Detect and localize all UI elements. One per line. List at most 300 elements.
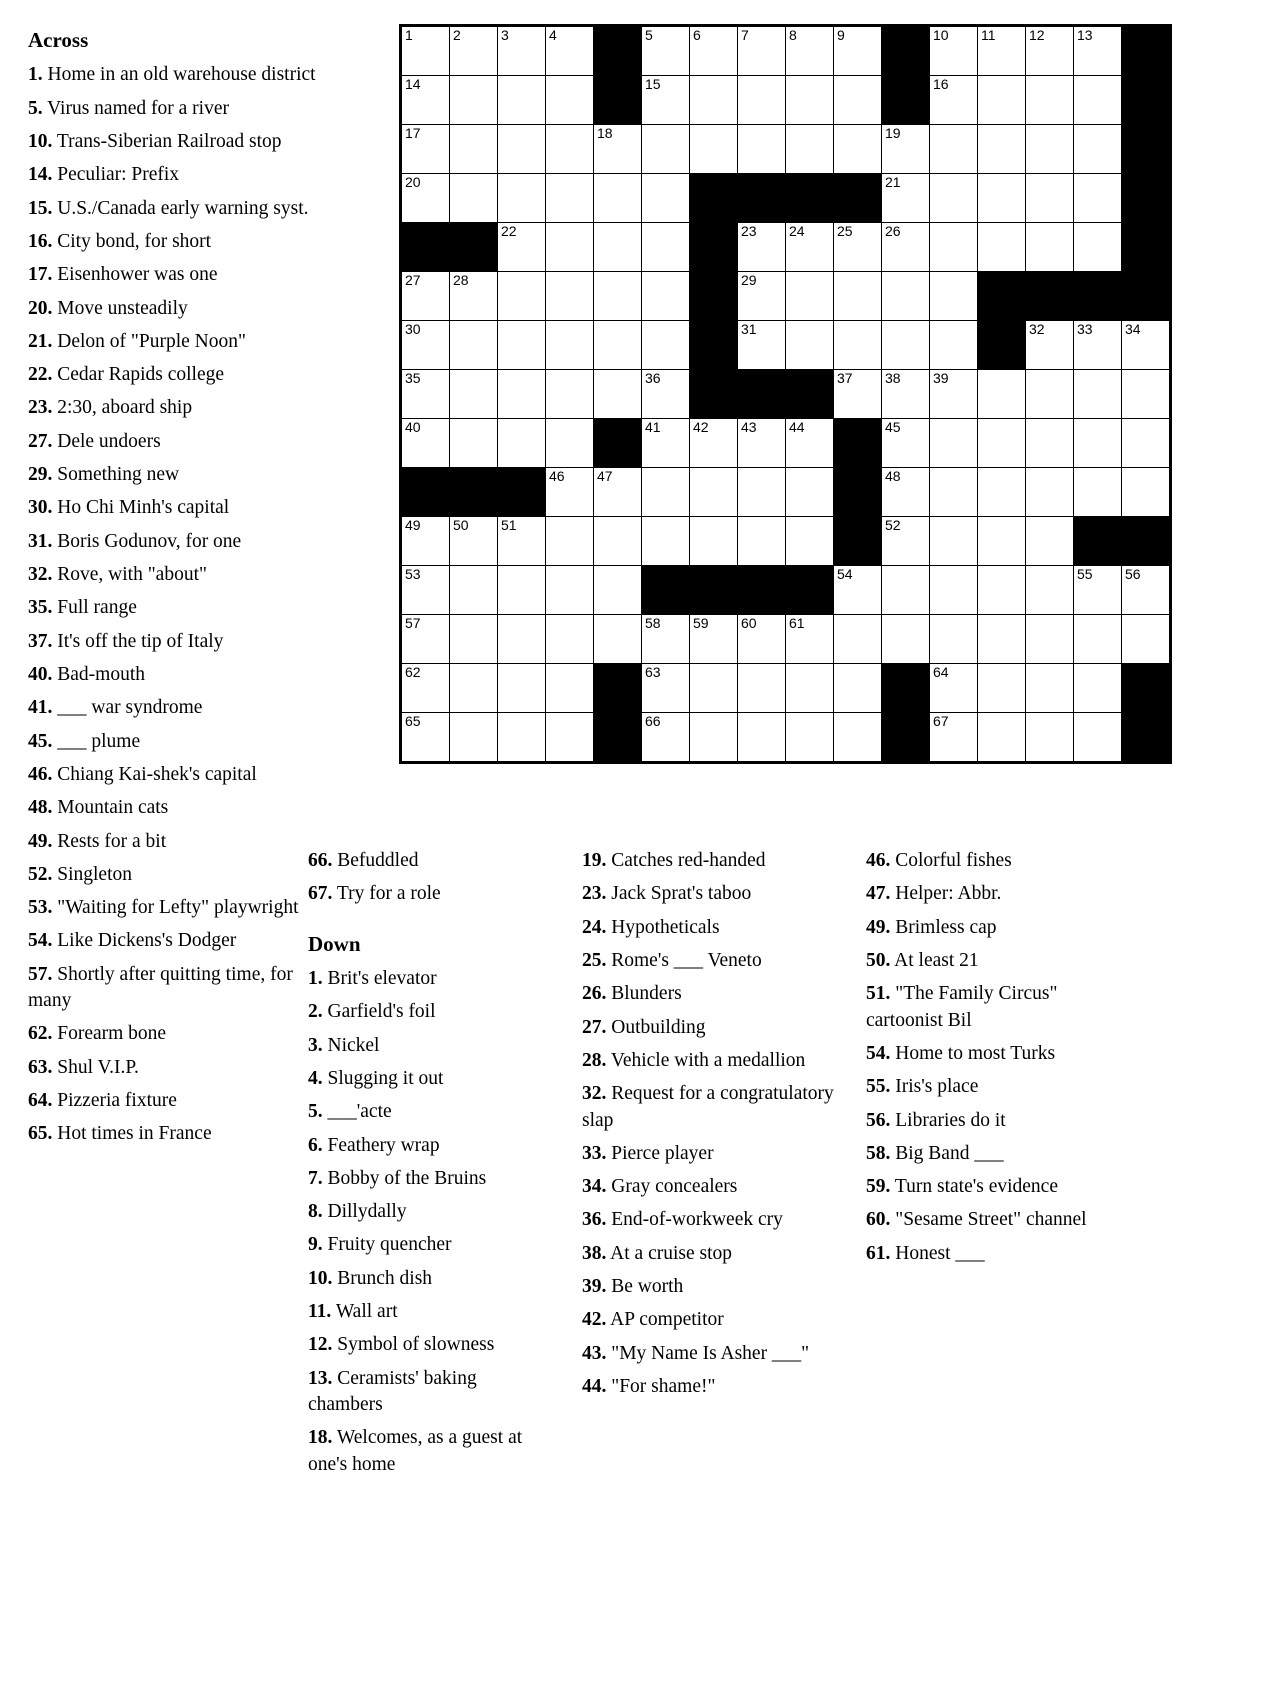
grid-cell[interactable] — [834, 223, 882, 272]
grid-row — [401, 615, 1171, 664]
grid-cell[interactable] — [882, 566, 930, 615]
grid-cell[interactable] — [978, 223, 1026, 272]
grid-cell-number: 5 — [645, 27, 653, 43]
grid-cell[interactable] — [1074, 223, 1122, 272]
grid-cell[interactable] — [594, 223, 642, 272]
clue-item — [866, 1074, 1134, 1100]
grid-cell[interactable] — [450, 566, 498, 615]
grid-cell[interactable] — [930, 468, 978, 517]
grid-cell[interactable] — [401, 566, 450, 615]
grid-cell[interactable] — [930, 174, 978, 223]
grid-cell-number: 30 — [405, 321, 421, 337]
clue-item — [28, 928, 318, 954]
clue-text: Like Dickens's Dodger — [52, 930, 237, 952]
clue-item — [28, 1088, 318, 1114]
grid-cell[interactable] — [1122, 370, 1171, 419]
grid-cell[interactable] — [978, 713, 1026, 763]
grid-cell[interactable] — [738, 664, 786, 713]
grid-cell[interactable] — [882, 272, 930, 321]
grid-cell-number: 8 — [789, 27, 797, 43]
grid-cell[interactable] — [690, 664, 738, 713]
grid-cell-block — [978, 272, 1026, 321]
grid-cell[interactable] — [690, 76, 738, 125]
grid-cell[interactable] — [930, 566, 978, 615]
grid-cell[interactable] — [834, 370, 882, 419]
clue-item — [308, 966, 556, 992]
grid-cell[interactable] — [978, 26, 1026, 76]
grid-cell[interactable] — [498, 517, 546, 566]
grid-cell[interactable] — [498, 664, 546, 713]
grid-cell[interactable] — [450, 713, 498, 763]
clue-text: Gray concealers — [606, 1176, 738, 1198]
grid-cell-block — [690, 370, 738, 419]
grid-cell-block — [1122, 223, 1171, 272]
grid-row — [401, 468, 1171, 517]
grid-cell[interactable] — [786, 223, 834, 272]
grid-cell[interactable] — [594, 566, 642, 615]
clue-item — [28, 462, 318, 488]
grid-cell[interactable] — [450, 272, 498, 321]
grid-cell-number: 57 — [405, 615, 421, 631]
grid-cell[interactable] — [1026, 713, 1074, 763]
grid-cell[interactable] — [546, 272, 594, 321]
grid-row — [401, 223, 1171, 272]
grid-cell[interactable] — [498, 321, 546, 370]
grid-cell-number: 62 — [405, 664, 421, 680]
grid-cell[interactable] — [738, 517, 786, 566]
grid-table[interactable] — [399, 24, 1172, 764]
grid-cell-block — [594, 419, 642, 468]
grid-row — [401, 517, 1171, 566]
grid-cell[interactable] — [450, 517, 498, 566]
grid-cell[interactable] — [498, 174, 546, 223]
grid-cell-number: 41 — [645, 419, 661, 435]
grid-cell[interactable] — [401, 125, 450, 174]
grid-cell-number: 46 — [549, 468, 565, 484]
grid-cell[interactable] — [546, 223, 594, 272]
grid-cell[interactable] — [594, 272, 642, 321]
grid-cell[interactable] — [978, 174, 1026, 223]
grid-cell[interactable] — [546, 664, 594, 713]
grid-cell[interactable] — [690, 419, 738, 468]
clue-text: U.S./Canada early warning syst. — [52, 197, 309, 219]
grid-cell[interactable] — [498, 76, 546, 125]
grid-cell[interactable] — [1026, 125, 1074, 174]
grid-cell-number: 14 — [405, 76, 421, 92]
grid-cell[interactable] — [786, 76, 834, 125]
grid-cell[interactable] — [834, 664, 882, 713]
grid-cell[interactable] — [642, 713, 690, 763]
clue-number: 35. — [28, 597, 53, 619]
grid-cell[interactable] — [930, 517, 978, 566]
grid-cell[interactable] — [594, 370, 642, 419]
grid-cell[interactable] — [1074, 419, 1122, 468]
grid-cell-number: 26 — [885, 223, 901, 239]
grid-cell[interactable] — [978, 517, 1026, 566]
grid-cell[interactable] — [450, 664, 498, 713]
grid-cell[interactable] — [882, 517, 930, 566]
grid-cell[interactable] — [450, 370, 498, 419]
grid-cell[interactable] — [882, 419, 930, 468]
clue-item — [582, 1207, 850, 1233]
grid-cell[interactable] — [1074, 566, 1122, 615]
clue-text: Dillydally — [322, 1201, 407, 1223]
grid-cell[interactable] — [1026, 223, 1074, 272]
grid-cell[interactable] — [930, 26, 978, 76]
grid-cell[interactable] — [1026, 174, 1074, 223]
grid-cell[interactable] — [546, 713, 594, 763]
grid-cell[interactable] — [401, 664, 450, 713]
clue-item — [308, 999, 556, 1025]
grid-cell[interactable] — [450, 419, 498, 468]
grid-cell[interactable] — [498, 566, 546, 615]
grid-cell[interactable] — [642, 370, 690, 419]
grid-cell[interactable] — [738, 223, 786, 272]
grid-cell[interactable] — [690, 468, 738, 517]
clue-number: 59. — [866, 1176, 891, 1198]
grid-cell[interactable] — [738, 76, 786, 125]
grid-row — [401, 272, 1171, 321]
clue-number: 30. — [28, 497, 53, 519]
grid-cell[interactable] — [834, 76, 882, 125]
grid-cell[interactable] — [546, 26, 594, 76]
grid-cell[interactable] — [450, 615, 498, 664]
grid-cell[interactable] — [546, 517, 594, 566]
grid-cell[interactable] — [1074, 321, 1122, 370]
grid-cell[interactable] — [594, 468, 642, 517]
grid-cell[interactable] — [401, 419, 450, 468]
crossword-grid[interactable] — [399, 24, 1172, 764]
grid-cell[interactable] — [882, 321, 930, 370]
grid-cell[interactable] — [450, 125, 498, 174]
grid-cell[interactable] — [930, 223, 978, 272]
clue-number: 54. — [28, 930, 53, 952]
clue-number: 34. — [582, 1176, 607, 1198]
grid-cell[interactable] — [786, 272, 834, 321]
clue-number: 10. — [28, 130, 53, 152]
grid-cell[interactable] — [546, 370, 594, 419]
clue-number: 49. — [866, 916, 891, 938]
grid-cell[interactable] — [642, 664, 690, 713]
grid-cell[interactable] — [546, 125, 594, 174]
grid-cell[interactable] — [1122, 419, 1171, 468]
grid-cell[interactable] — [978, 615, 1026, 664]
grid-cell-number: 1 — [405, 27, 413, 43]
clue-text: AP competitor — [606, 1309, 724, 1331]
clue-item — [28, 862, 318, 888]
grid-cell[interactable] — [546, 76, 594, 125]
grid-cell[interactable] — [978, 664, 1026, 713]
clue-number: 11. — [308, 1301, 332, 1323]
grid-cell[interactable] — [1026, 566, 1074, 615]
clue-item — [28, 895, 318, 921]
grid-cell[interactable] — [642, 223, 690, 272]
grid-cell[interactable] — [401, 174, 450, 223]
clue-item — [582, 1274, 850, 1300]
clue-item — [28, 829, 318, 855]
grid-cell[interactable] — [1026, 76, 1074, 125]
grid-cell[interactable] — [498, 370, 546, 419]
grid-cell[interactable] — [690, 125, 738, 174]
clue-item — [582, 1015, 850, 1041]
grid-cell[interactable] — [738, 615, 786, 664]
clue-number: 22. — [28, 364, 53, 386]
grid-cell-number: 40 — [405, 419, 421, 435]
grid-cell[interactable] — [642, 174, 690, 223]
clue-text: 2:30, aboard ship — [52, 397, 193, 419]
grid-cell[interactable] — [834, 566, 882, 615]
grid-cell-block — [786, 370, 834, 419]
grid-cell[interactable] — [642, 321, 690, 370]
grid-cell[interactable] — [930, 664, 978, 713]
grid-cell-block — [450, 468, 498, 517]
grid-cell[interactable] — [546, 174, 594, 223]
clue-item — [28, 1021, 318, 1047]
grid-cell[interactable] — [978, 76, 1026, 125]
grid-cell[interactable] — [930, 615, 978, 664]
grid-cell[interactable] — [786, 664, 834, 713]
grid-cell-number: 9 — [837, 27, 845, 43]
grid-cell[interactable] — [930, 272, 978, 321]
grid-cell[interactable] — [1074, 713, 1122, 763]
grid-body — [401, 26, 1171, 763]
grid-row — [401, 321, 1171, 370]
grid-cell-block — [738, 566, 786, 615]
grid-cell[interactable] — [401, 517, 450, 566]
grid-cell[interactable] — [450, 321, 498, 370]
grid-cell[interactable] — [1026, 419, 1074, 468]
grid-cell[interactable] — [978, 419, 1026, 468]
grid-cell[interactable] — [738, 125, 786, 174]
grid-cell-number: 22 — [501, 223, 517, 239]
grid-cell[interactable] — [738, 468, 786, 517]
clue-number: 27. — [582, 1016, 607, 1038]
grid-cell[interactable] — [930, 125, 978, 174]
grid-cell[interactable] — [1026, 468, 1074, 517]
grid-cell-block — [738, 174, 786, 223]
clue-number: 39. — [582, 1276, 607, 1298]
grid-cell-block — [594, 713, 642, 763]
grid-cell[interactable] — [401, 321, 450, 370]
grid-cell[interactable] — [1074, 615, 1122, 664]
grid-cell[interactable] — [1026, 664, 1074, 713]
grid-cell[interactable] — [1074, 174, 1122, 223]
grid-cell[interactable] — [786, 419, 834, 468]
grid-cell[interactable] — [450, 26, 498, 76]
grid-cell[interactable] — [450, 174, 498, 223]
grid-row — [401, 713, 1171, 763]
grid-cell[interactable] — [401, 26, 450, 76]
grid-cell[interactable] — [930, 713, 978, 763]
grid-cell[interactable] — [978, 566, 1026, 615]
clue-number: 48. — [28, 797, 53, 819]
grid-row — [401, 26, 1171, 76]
clue-number: 46. — [28, 763, 53, 785]
grid-cell[interactable] — [834, 125, 882, 174]
grid-cell[interactable] — [882, 615, 930, 664]
grid-cell[interactable] — [1074, 468, 1122, 517]
clue-text: Boris Godunov, for one — [52, 530, 242, 552]
clue-number: 25. — [582, 949, 607, 971]
clue-item — [582, 981, 850, 1007]
grid-cell-number: 52 — [885, 517, 901, 533]
grid-cell[interactable] — [786, 125, 834, 174]
clue-item — [866, 1108, 1134, 1134]
clue-number: 29. — [28, 464, 53, 486]
grid-cell[interactable] — [401, 370, 450, 419]
grid-cell[interactable] — [786, 321, 834, 370]
grid-cell[interactable] — [1122, 468, 1171, 517]
grid-cell[interactable] — [642, 419, 690, 468]
grid-cell[interactable] — [1122, 321, 1171, 370]
grid-cell[interactable] — [930, 370, 978, 419]
grid-cell[interactable] — [882, 370, 930, 419]
grid-cell-number: 48 — [885, 468, 901, 484]
grid-cell[interactable] — [498, 125, 546, 174]
grid-cell-number: 4 — [549, 27, 557, 43]
clue-text: "For shame!" — [606, 1376, 716, 1397]
clue-item — [28, 196, 318, 222]
grid-cell[interactable] — [546, 468, 594, 517]
grid-cell[interactable] — [1074, 26, 1122, 76]
grid-cell[interactable] — [978, 468, 1026, 517]
clue-item — [28, 329, 318, 355]
grid-cell[interactable] — [498, 713, 546, 763]
grid-cell[interactable] — [401, 615, 450, 664]
grid-cell-block — [1122, 664, 1171, 713]
clue-number: 54. — [866, 1042, 891, 1064]
grid-cell[interactable] — [642, 272, 690, 321]
grid-cell[interactable] — [546, 321, 594, 370]
grid-cell[interactable] — [450, 76, 498, 125]
grid-cell[interactable] — [594, 321, 642, 370]
clue-item — [582, 1174, 850, 1200]
grid-cell[interactable] — [786, 713, 834, 763]
grid-cell[interactable] — [546, 566, 594, 615]
grid-cell[interactable] — [690, 517, 738, 566]
grid-cell-number: 58 — [645, 615, 661, 631]
grid-cell[interactable] — [1074, 370, 1122, 419]
grid-cell[interactable] — [882, 223, 930, 272]
grid-cell[interactable] — [1026, 370, 1074, 419]
clue-number: 3. — [308, 1034, 323, 1056]
grid-cell-number: 49 — [405, 517, 421, 533]
grid-cell[interactable] — [786, 468, 834, 517]
grid-cell[interactable] — [594, 174, 642, 223]
grid-cell[interactable] — [738, 713, 786, 763]
clue-text: Shul V.I.P. — [52, 1056, 139, 1078]
grid-cell[interactable] — [786, 517, 834, 566]
grid-cell[interactable] — [1074, 76, 1122, 125]
grid-cell[interactable] — [401, 272, 450, 321]
grid-cell[interactable] — [642, 468, 690, 517]
grid-cell[interactable] — [690, 615, 738, 664]
grid-cell[interactable] — [978, 370, 1026, 419]
clue-number: 27. — [28, 430, 53, 452]
grid-cell[interactable] — [594, 615, 642, 664]
grid-cell[interactable] — [786, 26, 834, 76]
clue-text: "My Name Is Asher ___" — [606, 1342, 810, 1364]
grid-cell[interactable] — [498, 419, 546, 468]
grid-cell[interactable] — [1026, 321, 1074, 370]
grid-cell[interactable] — [930, 419, 978, 468]
clue-text: End-of-workweek cry — [606, 1209, 783, 1231]
grid-cell[interactable] — [738, 26, 786, 76]
clue-number: 23. — [28, 397, 53, 419]
grid-cell-block — [834, 517, 882, 566]
clue-number: 5. — [308, 1101, 323, 1123]
grid-cell[interactable] — [834, 272, 882, 321]
grid-cell[interactable] — [930, 76, 978, 125]
grid-cell[interactable] — [690, 713, 738, 763]
grid-cell[interactable] — [882, 125, 930, 174]
grid-cell[interactable] — [882, 174, 930, 223]
grid-cell-number: 67 — [933, 713, 949, 729]
grid-cell[interactable] — [401, 76, 450, 125]
grid-cell[interactable] — [594, 125, 642, 174]
grid-cell-number: 35 — [405, 370, 421, 386]
grid-cell[interactable] — [498, 26, 546, 76]
grid-cell[interactable] — [498, 615, 546, 664]
grid-cell[interactable] — [930, 321, 978, 370]
clue-number: 26. — [582, 983, 607, 1005]
grid-cell[interactable] — [834, 615, 882, 664]
grid-cell[interactable] — [1026, 26, 1074, 76]
clue-item — [866, 981, 1134, 1034]
grid-cell[interactable] — [546, 419, 594, 468]
grid-cell[interactable] — [690, 26, 738, 76]
grid-cell-block — [882, 26, 930, 76]
grid-cell[interactable] — [978, 125, 1026, 174]
grid-cell[interactable] — [642, 125, 690, 174]
clue-text: Bobby of the Bruins — [322, 1167, 487, 1189]
grid-cell[interactable] — [738, 419, 786, 468]
grid-cell[interactable] — [401, 713, 450, 763]
grid-cell[interactable] — [1074, 664, 1122, 713]
grid-cell[interactable] — [1026, 517, 1074, 566]
grid-cell[interactable] — [738, 272, 786, 321]
grid-cell[interactable] — [498, 223, 546, 272]
grid-cell[interactable] — [1122, 615, 1171, 664]
clue-number: 67. — [308, 883, 333, 905]
grid-cell[interactable] — [594, 517, 642, 566]
grid-row — [401, 566, 1171, 615]
grid-cell-number: 50 — [453, 517, 469, 533]
grid-cell[interactable] — [834, 321, 882, 370]
grid-cell[interactable] — [1122, 566, 1171, 615]
grid-cell[interactable] — [738, 321, 786, 370]
grid-cell[interactable] — [1026, 615, 1074, 664]
grid-cell[interactable] — [882, 468, 930, 517]
grid-cell-block — [401, 223, 450, 272]
grid-cell[interactable] — [642, 517, 690, 566]
clue-number: 1. — [308, 967, 323, 989]
grid-cell[interactable] — [546, 615, 594, 664]
grid-cell[interactable] — [1074, 125, 1122, 174]
grid-cell[interactable] — [786, 615, 834, 664]
clue-item — [866, 1174, 1134, 1200]
grid-cell[interactable] — [642, 76, 690, 125]
clue-text: Home in an old warehouse district — [42, 64, 316, 86]
grid-cell[interactable] — [834, 713, 882, 763]
clue-item — [308, 1066, 556, 1092]
grid-cell[interactable] — [498, 272, 546, 321]
grid-cell[interactable] — [642, 26, 690, 76]
grid-cell[interactable] — [642, 615, 690, 664]
grid-cell-block — [642, 566, 690, 615]
grid-cell[interactable] — [834, 26, 882, 76]
clue-item — [28, 1121, 318, 1147]
